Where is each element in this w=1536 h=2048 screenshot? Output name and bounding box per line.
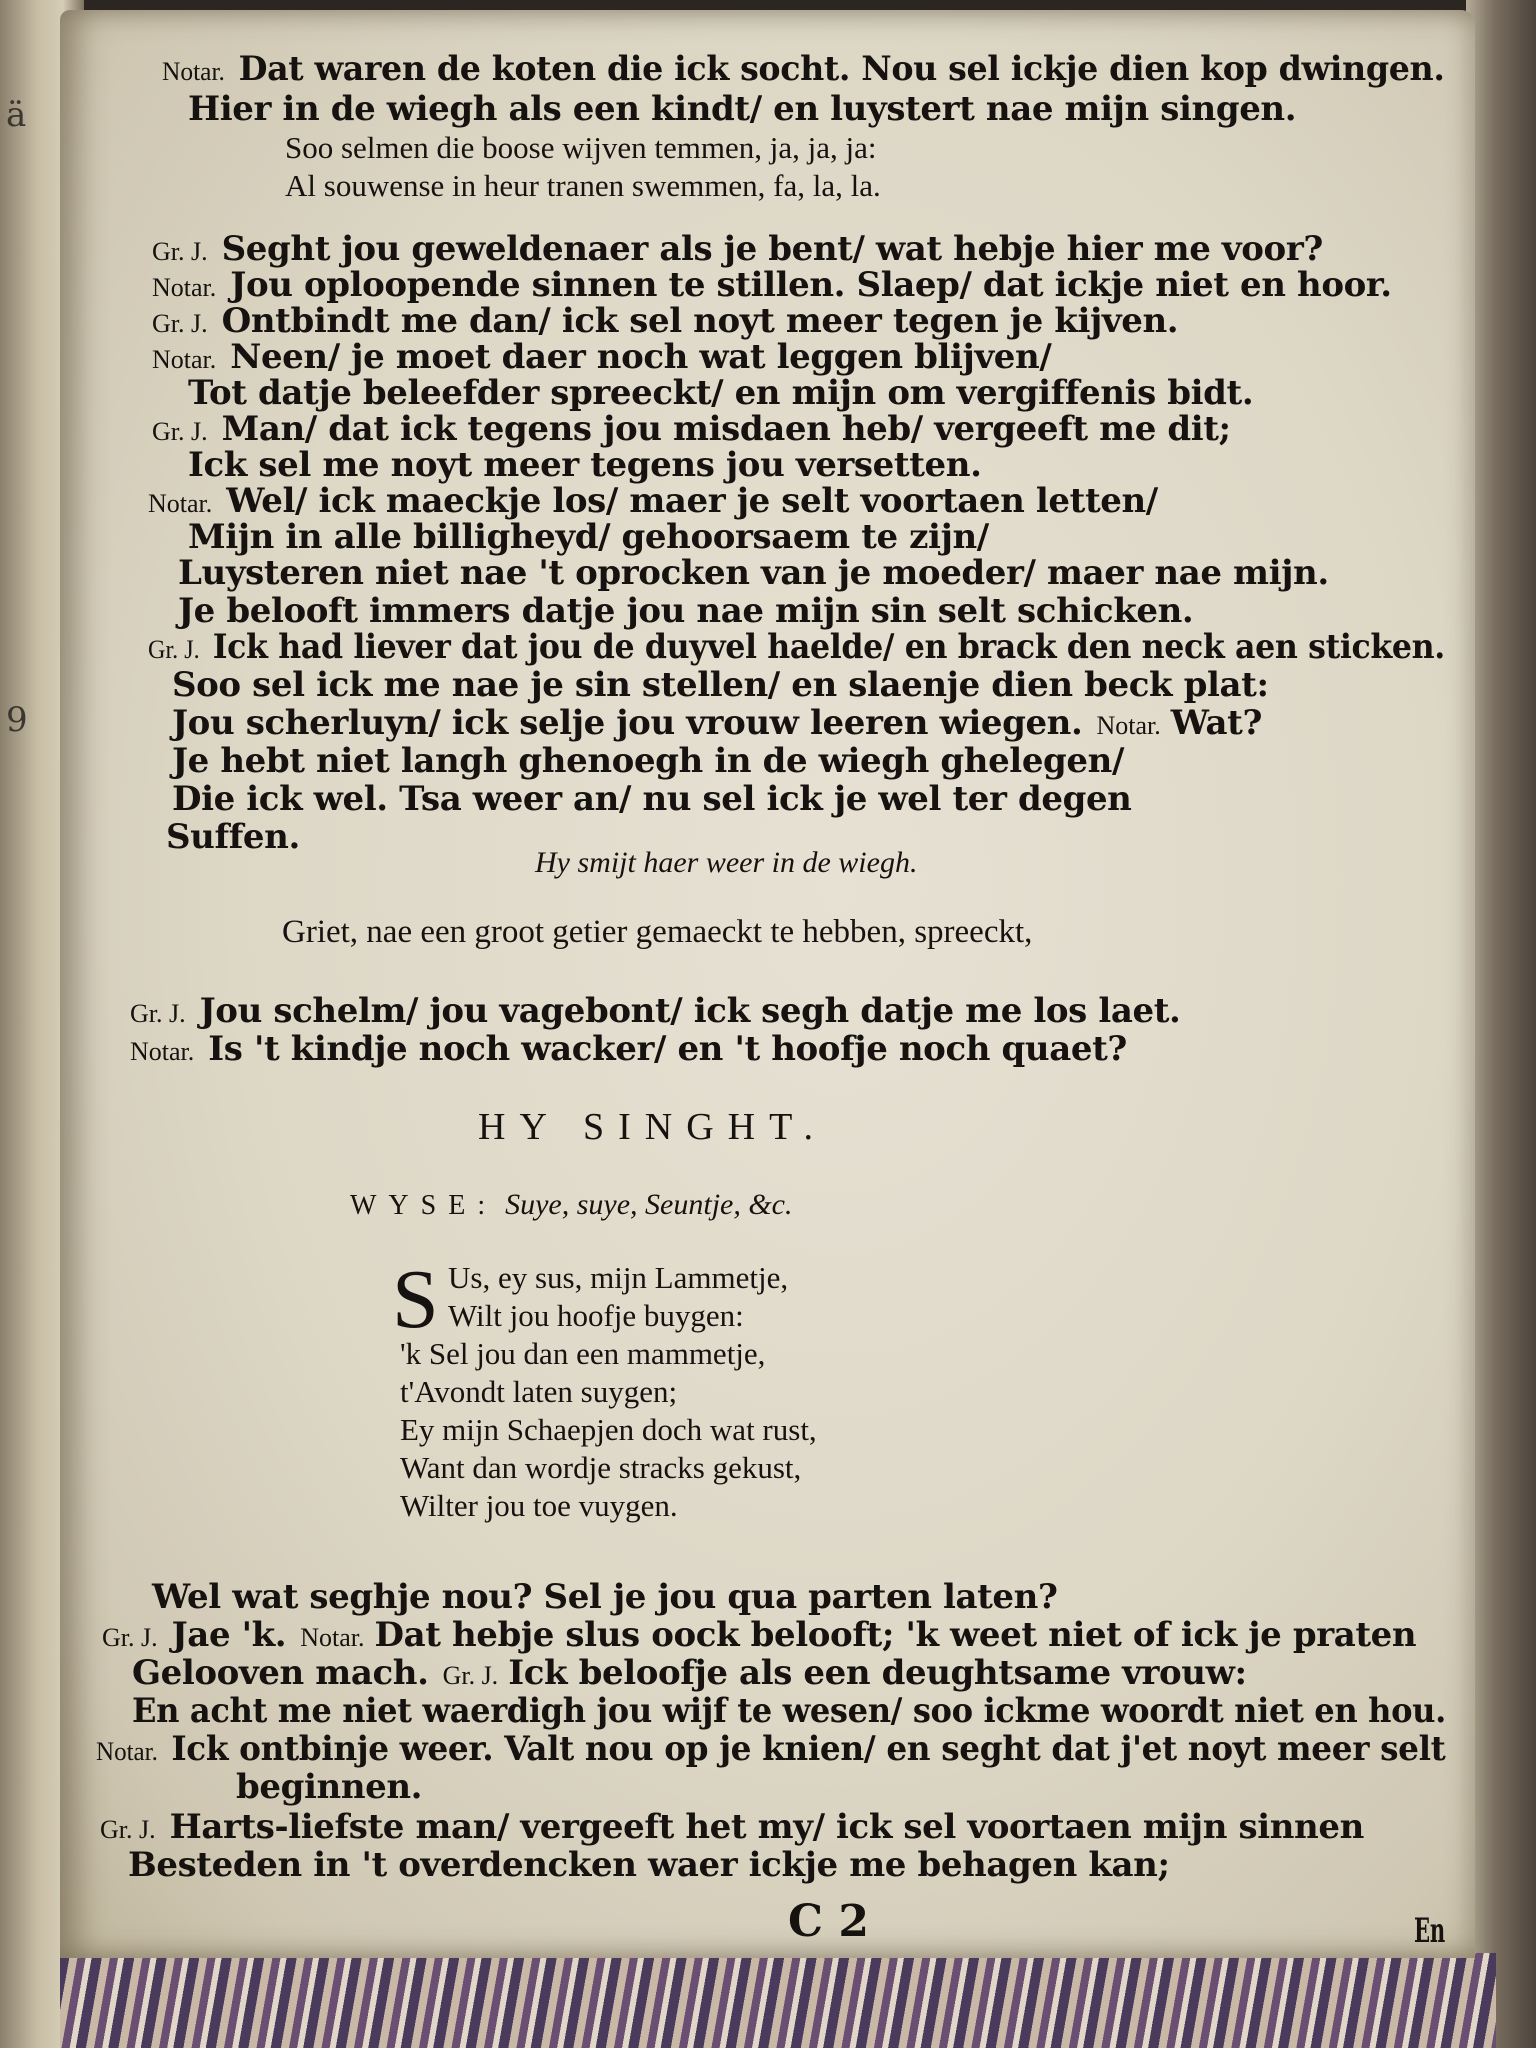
text-line: Gr. J. Harts-liefste man/ vergeeft het my/ ick sel voortaen mijn sinnen — [100, 1807, 1364, 1847]
text-line: Notar. Wel/ ick maeckje los/ maer je selt voortaen letten/ — [148, 481, 1158, 521]
marbled-endpaper — [60, 1953, 1496, 2048]
text-line: Die ick wel. Tsa weer an/ nu sel ick je wel ter degen — [172, 779, 1132, 819]
text-line: Notar. Neen/ je moet daer noch wat leggen blijven/ — [152, 337, 1052, 377]
text-line: Mijn in alle billigheyd/ gehoorsaem te zijn/ — [188, 517, 989, 557]
drop-cap: S — [392, 1253, 439, 1346]
text-line: Je hebt niet langh ghenoegh in de wiegh ghelegen/ — [172, 741, 1124, 781]
margin-mark: 9 — [6, 700, 28, 740]
catchword: En — [1414, 1911, 1445, 1951]
text-line: Notar. Jou oploopende sinnen te stillen. Slaep/ dat ickje niet en hoor. — [152, 265, 1392, 305]
text-line: Notar. Ick ontbinje weer. Valt nou op je knien/ en seght dat j'et noyt meer selt — [96, 1729, 1446, 1769]
text-line: Soo selmen die boose wijven temmen, ja, ja, ja: — [285, 130, 877, 165]
book-page — [60, 10, 1475, 1958]
stage-direction: Griet, nae een groot getier gemaeckt te hebben, spreeckt, — [282, 914, 1033, 950]
song-line: Ey mijn Schaepjen doch wat rust, — [400, 1412, 817, 1447]
text-line: Hier in de wiegh als een kindt/ en luystert nae mijn singen. — [188, 89, 1297, 129]
text-line: Notar. Dat waren de koten die ick socht. Nou sel ickje dien kop dwingen. — [162, 49, 1445, 89]
text-line: Gr. J. Ontbindt me dan/ ick sel noyt meer tegen je kijven. — [152, 301, 1179, 341]
text-line: Notar. Is 't kindje noch wacker/ en 't hoofje noch quaet? — [130, 1029, 1127, 1069]
tune-line: WYSE: Suye, suye, Seuntje, &c. — [350, 1188, 793, 1221]
text-line: Gr. J. Jae 'k. Notar. Dat hebje slus oock belooft; 'k weet niet of ick je praten — [102, 1615, 1417, 1655]
text-line: Gr. J. Jou schelm/ jou vagebont/ ick segh datje me los laet. — [130, 991, 1181, 1031]
song-line: Want dan wordje stracks gekust, — [400, 1450, 802, 1485]
text-line: En acht me niet waerdigh jou wijf te wesen/ soo ickme woordt niet en hou. — [132, 1691, 1446, 1731]
song-line: 'k Sel jou dan een mammetje, — [400, 1336, 766, 1371]
text-line: Wel wat seghje nou? Sel je jou qua parten laten? — [152, 1577, 1058, 1617]
text-line: Al souwense in heur tranen swemmen, fa, la, la. — [285, 168, 881, 203]
text-line: Soo sel ick me nae je sin stellen/ en slaenje dien beck plat: — [172, 665, 1269, 705]
margin-mark: ä — [6, 95, 27, 135]
text-line: Besteden in 't overdencken waer ickje me behagen kan; — [128, 1845, 1170, 1885]
text-line: beginnen. — [236, 1767, 423, 1807]
text-line: Tot datje beleefder spreeckt/ en mijn om vergiffenis bidt. — [188, 373, 1254, 413]
text-line: Gr. J. Man/ dat ick tegens jou misdaen heb/ vergeeft me dit; — [152, 409, 1231, 449]
text-line: Gr. J. Ick had liever dat jou de duyvel haelde/ en brack den neck aen sticken. — [148, 627, 1445, 667]
text-line: Jou scherluyn/ ick selje jou vrouw leeren wiegen. Notar. Wat? — [172, 703, 1262, 743]
song-line: t'Avondt laten suygen; — [400, 1374, 678, 1409]
signature-mark: C 2 — [788, 1896, 869, 1947]
stage-direction: Hy smijt haer weer in de wiegh. — [535, 846, 918, 879]
text-line: Gelooven mach. Gr. J. Ick beloofje als een deughtsame vrouw: — [132, 1653, 1247, 1693]
background-edge — [1466, 0, 1536, 2048]
song-title: HY SINGHT. — [478, 1106, 827, 1148]
text-line: Ick sel me noyt meer tegens jou versetten. — [188, 445, 982, 485]
song-line: Us, ey sus, mijn Lammetje, — [448, 1260, 789, 1295]
text-line: Luysteren niet nae 't oprocken van je moeder/ maer nae mijn. — [178, 553, 1329, 593]
song-line: Wilter jou toe vuygen. — [400, 1488, 678, 1523]
text-line: Gr. J. Seght jou geweldenaer als je bent/ wat hebje hier me voor? — [152, 229, 1323, 269]
song-line: Wilt jou hoofje buygen: — [448, 1298, 744, 1333]
text-line: Je belooft immers datje jou nae mijn sin selt schicken. — [178, 591, 1194, 631]
text-line: Suffen. — [166, 817, 300, 857]
